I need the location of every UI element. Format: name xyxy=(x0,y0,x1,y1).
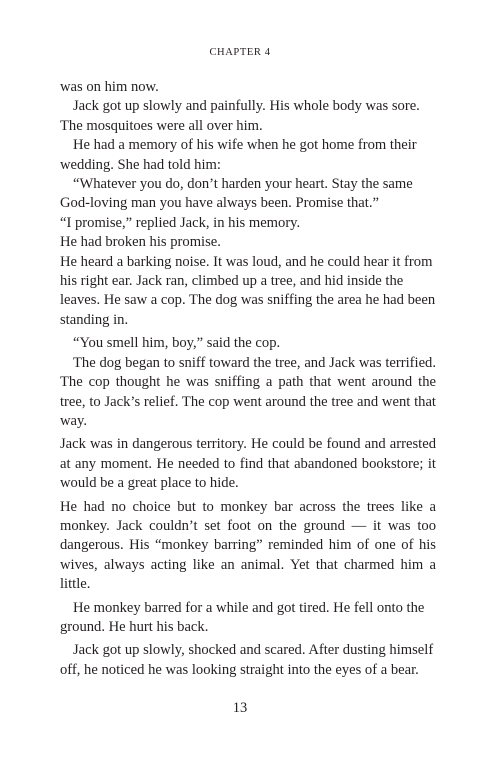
body-text xyxy=(60,78,436,680)
paragraph: was on him now. xyxy=(60,79,159,95)
page-number: 13 xyxy=(232,700,248,716)
paragraph: Jack got up slowly, shocked and scared. After dusting himself off, he noticed he was looking straight into the eyes of a bear. xyxy=(60,642,434,678)
paragraph: “I promise,” replied Jack, in his memory. xyxy=(60,214,301,231)
paragraph: He monkey barred for a while and got tired. He fell onto the ground. He hurt his back. xyxy=(60,599,425,635)
paragraph: He had broken his promise. xyxy=(60,234,221,251)
paragraph: “You smell him, boy,” said the cop. xyxy=(73,335,281,352)
paragraph: The dog began to sniff toward the tree, and Jack was terrified. The cop thought he was sniffing a path that went around the tree, to Jack’s relief. The cop went around the tree and went that way. xyxy=(60,354,436,429)
paragraph: Jack got up slowly and painfully. His whole body was sore. The mosquitoes were all over him. xyxy=(60,98,420,134)
chapter-heading: CHAPTER 4 xyxy=(209,47,271,58)
paragraph: Jack was in dangerous territory. He could be found and arrested at any moment. He needed to find that abandoned bookstore; it would be a great place to hide. xyxy=(60,436,436,492)
paragraph: He heard a barking noise. It was loud, and he could hear it from his right ear. Jack ran, climbed up a tree, and hid inside the leaves. He saw a cop. The dog was sniffing the area he had been standing in. xyxy=(60,253,436,328)
paragraph: “Whatever you do, don’t harden your heart. Stay the same God-loving man you have always been. Promise that.” xyxy=(60,176,413,212)
paragraph: He had no choice but to monkey bar across the trees like a monkey. Jack couldn’t set foot on the ground — it was too dangerous. His “monkey barring” reminded him of one of his wives, always acting like an animal. Yet that charmed him a little. xyxy=(60,498,436,593)
paragraph: He had a memory of his wife when he got home from their wedding. She had told him: xyxy=(60,137,417,173)
